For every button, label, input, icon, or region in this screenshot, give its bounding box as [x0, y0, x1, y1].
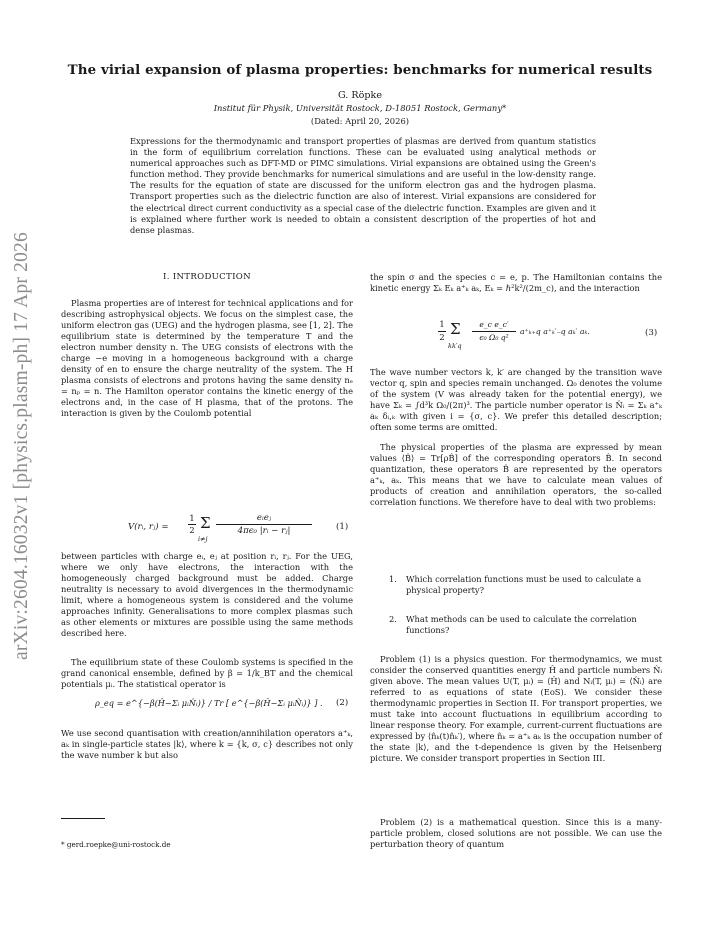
fraction-bar — [472, 331, 516, 332]
left-paragraph-2 — [61, 551, 353, 639]
paragraph-text: The equilibrium state of these Coulomb systems is specified in the grand canonical ensemble, defined by β = 1/k_BT and the chemical potentials μᵢ. The statistical operator is — [61, 657, 353, 690]
equation-3 — [438, 318, 638, 352]
list-item-text: What methods can be used to calculate the correlation functions? — [406, 614, 637, 636]
paragraph-text: The wave number vectors k, k′ are changed by the transition wave vector q, spin and species remain unchanged. Ω₀ denotes the volume of the system (V was already taken for the potential energy), we have Σₖ = ∫d³k Ω₀/(2π)³. The particle number operator is N̂ᵢ = Σₖ a⁺ₖ aₖ δᵢ,ₖ with given i = {σ, c}. We prefer this detailed description; often some terms are omitted. — [370, 367, 662, 433]
paragraph-text: Problem (1) is a physics question. For thermodynamics, we must consider the conserved quantities energy Ĥ and particle numbers N̂ᵢ given above. The mean values U(T, μᵢ) = ⟨Ĥ⟩ and Nᵢ(T, μᵢ) = ⟨N̂ᵢ⟩ are referred to as equations of state (EoS). We consider these thermodynamic properties in Section II. For transport properties, we must take into account fluctuations in equilibrium according to linear response theory. For example, current-current fluctuations are expressed by ⟨n̂ₖ(t)n̂ₖ′⟩, where n̂ₖ = a⁺ₖ aₖ is the occupation number of the state |k⟩, and the t-dependence is given by the Heisenberg picture. We consider transport properties in Section III. — [370, 654, 662, 764]
left-paragraph-1 — [61, 298, 353, 420]
fraction-bar — [216, 524, 312, 525]
equation-3-denominator: ϵ₀ Ω₀ q² — [479, 333, 509, 342]
equation-1-denominator: 4πϵ₀ |rᵢ − rⱼ| — [237, 526, 291, 536]
equation-3-numerator: e_c e_c′ — [479, 320, 509, 329]
right-paragraph-1 — [370, 272, 662, 294]
paragraph-text: the spin σ and the species c = e, p. The Hamiltonian contains the kinetic energy Σₖ Eₖ a⁺ₖ aₖ, Eₖ = ℏ²k²/(2m_c), and the interaction — [370, 272, 662, 294]
sum-symbol: Σ — [450, 320, 461, 338]
right-paragraph-5 — [370, 817, 662, 850]
equation-1-sum-sub: i≠j — [198, 535, 208, 543]
right-paragraph-2 — [370, 367, 662, 433]
list-item-number: 1. — [389, 574, 397, 584]
left-paragraph-3 — [61, 657, 353, 690]
footnote-email: * gerd.roepke@uni-rostock.de — [61, 840, 171, 849]
equation-1-lhs: V(rᵢ, rⱼ) = — [128, 522, 169, 532]
list-item-1 — [389, 574, 659, 600]
equation-1-number: (1) — [336, 522, 349, 532]
equation-1-frac-num: 1 — [189, 514, 195, 524]
right-paragraph-3 — [370, 442, 662, 508]
equation-3-frac-num: 1 — [439, 320, 445, 330]
equation-3-number: (3) — [645, 328, 658, 338]
paper-title: The virial expansion of plasma properties: benchmarks for numerical results — [67, 62, 653, 78]
arxiv-margin-identifier: arXiv:2604.16032v1 [physics.plasm-ph] 17 Apr 2026 — [11, 232, 32, 660]
equation-1-frac-den: 2 — [189, 526, 195, 536]
equation-1 — [128, 512, 318, 544]
paragraph-text: The physical properties of the plasma are expressed by mean values ⟨B̂⟩ = Tr[ρB̂] of the corresponding operators B̂. In second quantization, these operators B̂ are represented by the operators a⁺ₖ, aₖ. This means that we have to calculate mean values of products of creation and annihilation operators, the so-called correlation functions. We therefore have to deal with two problems: — [370, 442, 662, 508]
left-paragraph-4 — [61, 728, 353, 761]
equation-3-sum-sub: kk′q — [448, 342, 462, 350]
equation-2-number: (2) — [336, 698, 349, 708]
abstract: Expressions for the thermodynamic and transport properties of plasmas are derived from quantum statistics in the form of equilibrium correlation functions. These can be evaluated using analytical methods or numerical approaches such as DFT-MD or PIMC simulations. Virial expansions are obtained using the Green's function method. They provide benchmarks for numerical simulations and are useful in the low-density range. The results for the equation of state are discussed for the uniform electron gas and the hydrogen plasma. Transport properties such as the dielectric function are also of interest. Virial expansions are considered for the electrical direct current conductivity as a special case of the dielectric function. Examples are given and it is explained where further work is needed to obtain a consistent description of the properties of hot and dense plasmas. — [130, 136, 596, 235]
footnote-rule — [61, 818, 105, 819]
list-item-number: 2. — [389, 614, 397, 624]
paragraph-text: between particles with charge eᵢ, eⱼ at position rᵢ, rⱼ. For the UEG, where we only have electrons, the interaction with the homogeneously charged background must be added. Charge neutrality is necessary to avoid divergences in the thermodynamic limit, where a homogeneous system is considered and the volume approaches infinity. Generalisations to more complex plasmas such as other elements or mixtures are possible using the same methods described here. — [61, 551, 353, 639]
author-affiliation: Institut für Physik, Universität Rostock, D-18051 Rostock, Germany* — [213, 103, 507, 113]
paragraph-text: Problem (2) is a mathematical question. Since this is a many-particle problem, closed solutions are not possible. We can use the perturbation theory of quantum — [370, 817, 662, 850]
fraction-bar — [438, 331, 446, 332]
equation-3-operators: a⁺ₖ₊q a⁺ₖ′₋q aₖ′ aₖ. — [520, 327, 590, 336]
equation-2: ρ_eq = e^{−β(Ĥ−Σᵢ μᵢN̂ᵢ)} / Tr [ e^{−β(Ĥ−Σᵢ μᵢN̂ᵢ)} ] . — [95, 698, 323, 708]
section-heading-introduction: I. INTRODUCTION — [163, 272, 251, 282]
date-line: (Dated: April 20, 2026) — [310, 116, 410, 126]
fraction-bar — [188, 524, 196, 525]
equation-3-frac-den: 2 — [439, 333, 445, 343]
equation-1-numerator: eᵢeⱼ — [256, 513, 272, 523]
sum-symbol: Σ — [200, 514, 211, 532]
paragraph-text: We use second quantisation with creation/annihilation operators a⁺ₖ, aₖ in single-particle states |k⟩, where k = {k, σ, c} describes not only the wave number k but also — [61, 728, 353, 761]
list-item-text: Which correlation functions must be used to calculate a physical property? — [406, 574, 642, 596]
right-paragraph-4 — [370, 654, 662, 764]
paragraph-text: Plasma properties are of interest for technical applications and for describing astrophysical objects. We focus on the simplest case, the uniform electron gas (UEG) and the hydrogen plasma, see [1, 2]. The equilibrium state is determined by the temperature T and the electron number density n. The UEG consists of electrons with the charge −e moving in a homogeneous background with a charge density of en to ensure the charge neutrality of the system. The H plasma consists of electrons and protons having the same density nₑ = nₚ = n. The Hamilton operator contains the kinetic energy of the electrons and, in the case of H plasma, that of the protons. The interaction is given by the Coulomb potential — [61, 298, 353, 419]
author-name: G. Röpke — [337, 90, 383, 101]
list-item-2 — [389, 614, 659, 640]
